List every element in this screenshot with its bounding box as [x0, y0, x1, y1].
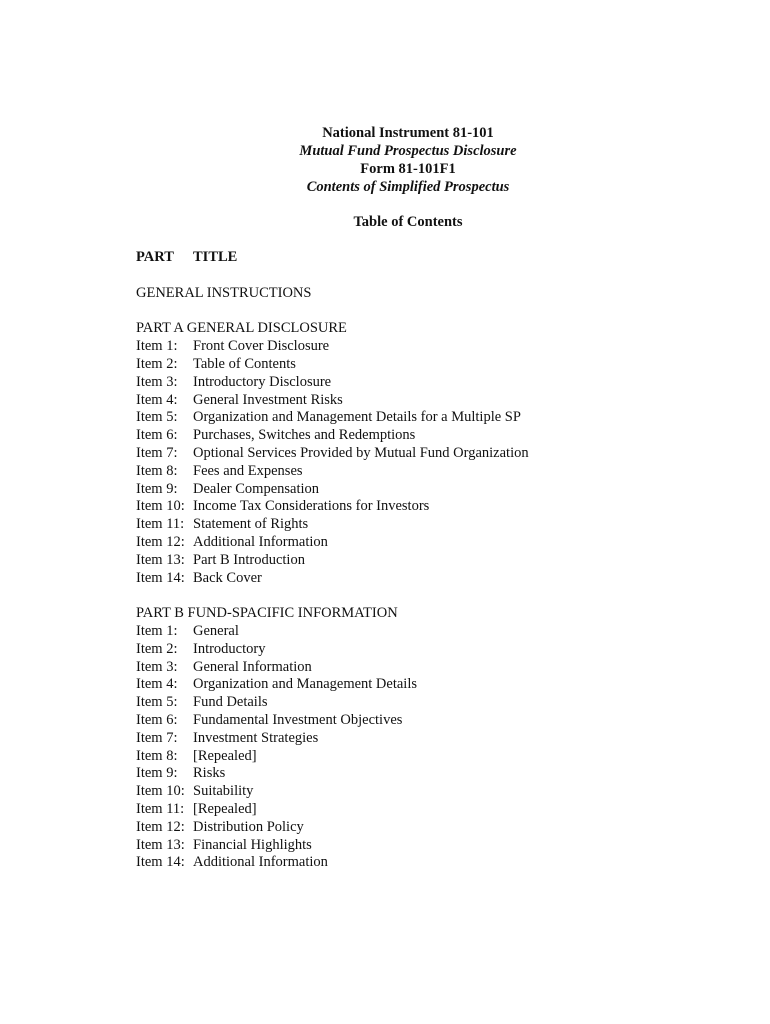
column-header-title: TITLE	[193, 249, 238, 265]
item-number: Item 3:	[136, 658, 178, 675]
list-item	[136, 783, 529, 801]
item-number: Item 9:	[136, 480, 178, 497]
item-number: Item 2:	[136, 640, 178, 657]
item-label: [Repealed]	[193, 747, 257, 764]
item-label: Front Cover Disclosure	[193, 338, 330, 355]
item-label: Risks	[193, 765, 226, 782]
item-number: Item 14:	[136, 854, 185, 871]
item-number: Item 14:	[136, 569, 185, 586]
item-label: Fund Details	[193, 694, 268, 711]
list-item	[136, 712, 529, 730]
general-instructions: GENERAL INSTRUCTIONS	[136, 284, 312, 301]
list-item	[136, 623, 529, 641]
item-number: Item 1:	[136, 622, 178, 639]
list-item	[136, 641, 529, 659]
list-item	[136, 837, 529, 855]
item-number: Item 5:	[136, 409, 178, 426]
item-label: Introductory	[193, 640, 266, 657]
item-number: Item 12:	[136, 533, 185, 550]
list-item	[136, 338, 529, 356]
item-number: Item 4:	[136, 391, 178, 408]
item-number: Item 7:	[136, 444, 178, 461]
list-item	[136, 409, 529, 427]
list-item	[136, 801, 529, 819]
item-label: Fees and Expenses	[193, 462, 303, 479]
list-item	[136, 854, 529, 872]
list-item	[136, 445, 529, 463]
item-label: [Repealed]	[193, 800, 257, 817]
item-label: Fundamental Investment Objectives	[193, 711, 403, 728]
list-item	[136, 427, 529, 445]
item-label: Additional Information	[193, 533, 328, 550]
item-label: Back Cover	[193, 569, 262, 586]
list-item	[136, 676, 529, 694]
item-number: Item 13:	[136, 551, 185, 568]
column-headers	[136, 249, 529, 267]
part-a-heading: PART A GENERAL DISCLOSURE	[136, 320, 347, 337]
item-label: Table of Contents	[193, 355, 296, 372]
list-item	[136, 463, 529, 481]
list-item	[136, 765, 529, 783]
list-item	[136, 552, 529, 570]
list-item	[136, 694, 529, 712]
item-label: Purchases, Switches and Redemptions	[193, 427, 416, 444]
item-label: Optional Services Provided by Mutual Fund Organization	[193, 444, 529, 461]
item-number: Item 2:	[136, 355, 178, 372]
item-label: General	[193, 622, 239, 639]
item-label: Statement of Rights	[193, 516, 309, 533]
list-item	[136, 356, 529, 374]
item-number: Item 10:	[136, 498, 185, 515]
item-number: Item 1:	[136, 338, 178, 355]
item-number: Item 5:	[136, 694, 178, 711]
form-number: Form 81-101F1	[360, 161, 456, 177]
item-number: Item 13:	[136, 836, 185, 853]
item-label: Organization and Management Details for a Multiple SP	[193, 409, 521, 426]
item-label: Organization and Management Details	[193, 676, 418, 693]
column-header-part: PART	[136, 249, 174, 265]
item-label: Income Tax Considerations for Investors	[193, 498, 430, 515]
list-item	[136, 730, 529, 748]
item-number: Item 4:	[136, 676, 178, 693]
item-number: Item 9:	[136, 765, 178, 782]
item-label: Distribution Policy	[193, 818, 304, 835]
item-number: Item 7:	[136, 729, 178, 746]
instrument-title: National Instrument 81-101	[322, 125, 494, 141]
item-label: General Investment Risks	[193, 391, 343, 408]
item-label: Financial Highlights	[193, 836, 312, 853]
item-number: Item 3:	[136, 373, 178, 390]
list-item	[136, 392, 529, 410]
item-number: Item 12:	[136, 818, 185, 835]
list-item	[136, 570, 529, 588]
item-label: Suitability	[193, 783, 254, 800]
list-item	[136, 516, 529, 534]
form-subtitle: Contents of Simplified Prospectus	[306, 179, 510, 195]
list-item	[136, 748, 529, 766]
toc-title: Table of Contents	[353, 214, 463, 230]
part-a-items	[136, 338, 529, 587]
item-number: Item 8:	[136, 747, 178, 764]
item-number: Item 11:	[136, 516, 185, 533]
part-b-heading: PART B FUND-SPACIFIC INFORMATION	[136, 605, 398, 622]
toc-content	[136, 249, 529, 872]
item-number: Item 8:	[136, 462, 178, 479]
item-label: Part B Introduction	[193, 551, 305, 568]
item-label: Introductory Disclosure	[193, 373, 332, 390]
list-item	[136, 374, 529, 392]
item-number: Item 6:	[136, 427, 178, 444]
item-number: Item 10:	[136, 783, 185, 800]
instrument-subtitle: Mutual Fund Prospectus Disclosure	[299, 143, 517, 159]
item-label: Investment Strategies	[193, 729, 319, 746]
item-label: Additional Information	[193, 854, 328, 871]
list-item	[136, 498, 529, 516]
part-b-items	[136, 623, 529, 872]
list-item	[136, 534, 529, 552]
list-item	[136, 481, 529, 499]
list-item	[136, 819, 529, 837]
document-header	[0, 124, 770, 196]
item-number: Item 6:	[136, 711, 178, 728]
item-label: General Information	[193, 658, 312, 675]
list-item	[136, 659, 529, 677]
item-number: Item 11:	[136, 800, 185, 817]
item-label: Dealer Compensation	[193, 480, 320, 497]
